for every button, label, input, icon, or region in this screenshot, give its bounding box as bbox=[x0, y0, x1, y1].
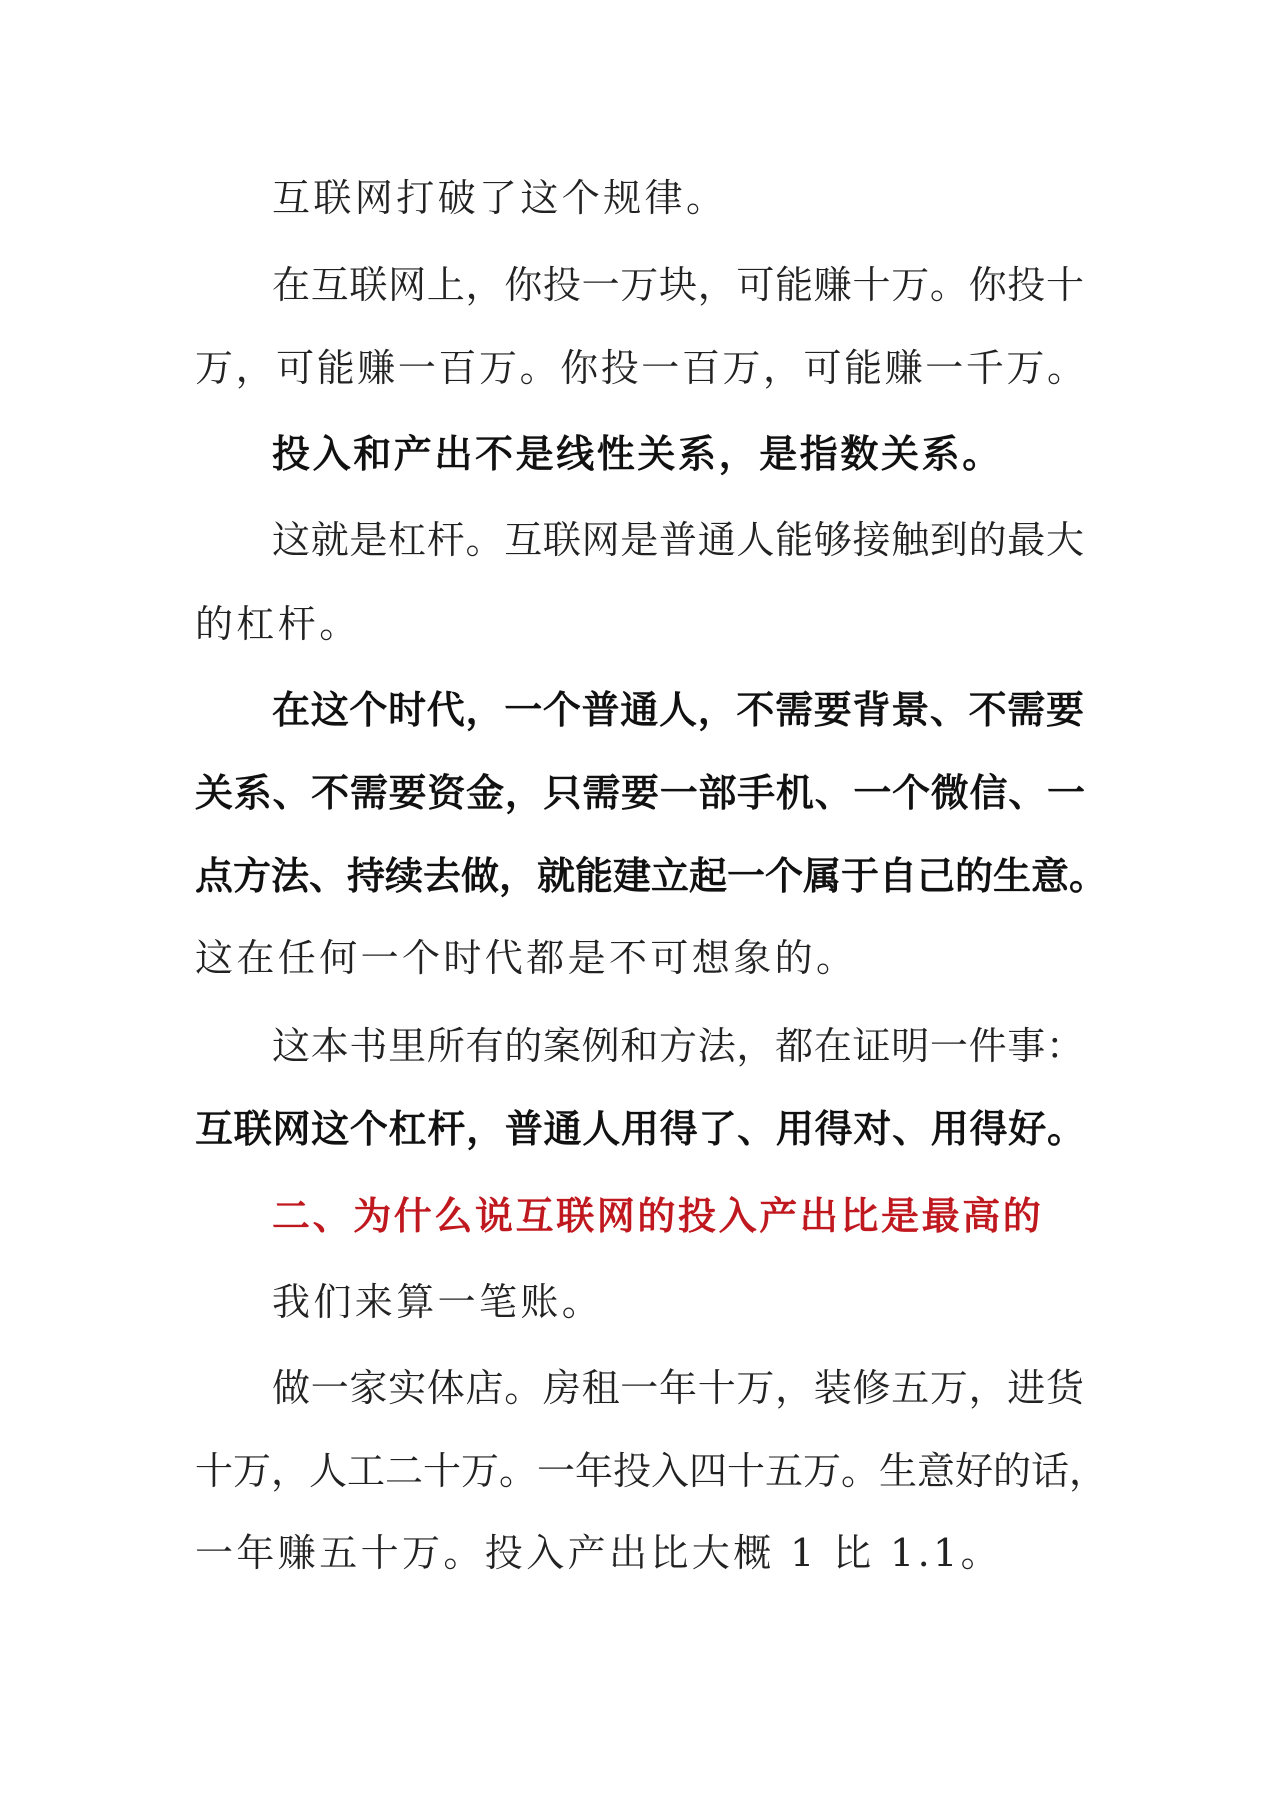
paragraph-line: 这本书里所有的案例和方法，都在证明一件事： bbox=[272, 1024, 1084, 1068]
paragraph-line: 做一家实体店。房租一年十万，装修五万，进货 bbox=[272, 1366, 1084, 1410]
paragraph-line: 这就是杠杆。互联网是普通人能够接触到的最大 bbox=[272, 518, 1084, 562]
paragraph-line: 的杠杆。 bbox=[195, 602, 361, 646]
bold-paragraph-line: 互联网这个杠杆，普通人用得了、用得对、用得好。 bbox=[195, 1107, 1085, 1151]
paragraph-line: 这在任何一个时代都是不可想象的。 bbox=[195, 936, 858, 980]
paragraph-line: 在互联网上，你投一万块，可能赚十万。你投十 bbox=[272, 263, 1084, 307]
paragraph-line: 万，可能赚一百万。你投一百万，可能赚一千万。 bbox=[195, 346, 1085, 390]
paragraph-line: 互联网打破了这个规律。 bbox=[272, 176, 728, 220]
bold-paragraph-line: 投入和产出不是线性关系，是指数关系。 bbox=[272, 432, 1003, 476]
paragraph-line: 一年赚五十万。投入产出比大概 1 比 1.1。 bbox=[195, 1531, 1003, 1575]
bold-paragraph-line: 点方法、持续去做，就能建立起一个属于自己的生意。 bbox=[195, 854, 1108, 898]
paragraph-line: 十万，人工二十万。一年投入四十五万。生意好的话， bbox=[195, 1449, 1108, 1493]
bold-paragraph-line: 关系、不需要资金，只需要一部手机、一个微信、一 bbox=[195, 771, 1085, 815]
bold-paragraph-line: 在这个时代，一个普通人，不需要背景、不需要 bbox=[272, 688, 1084, 732]
section-heading: 二、为什么说互联网的投入产出比是最高的 bbox=[272, 1194, 1044, 1238]
paragraph-line: 我们来算一笔账。 bbox=[272, 1280, 604, 1324]
